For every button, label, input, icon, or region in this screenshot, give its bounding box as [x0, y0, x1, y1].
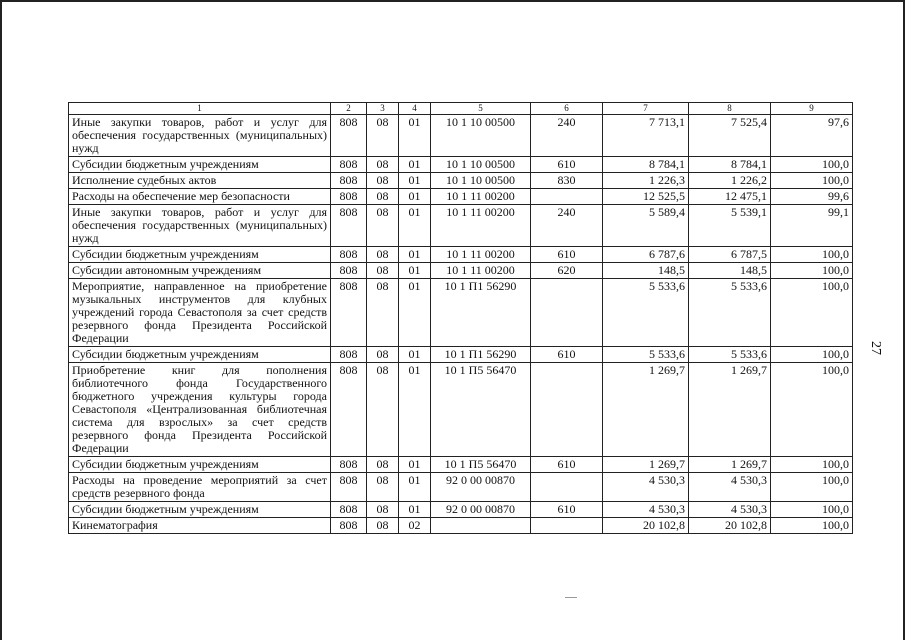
cell-subsection: 01	[399, 347, 431, 363]
cell-section: 08	[367, 457, 399, 473]
cell-expense-type: 240	[531, 205, 603, 247]
cell-expense-type: 830	[531, 173, 603, 189]
cell-expense-type	[531, 473, 603, 502]
cell-executed: 5 533,6	[689, 347, 771, 363]
cell-subsection: 01	[399, 189, 431, 205]
table-row	[69, 279, 853, 347]
cell-executed: 1 269,7	[689, 363, 771, 457]
cell-planned: 1 226,3	[603, 173, 689, 189]
cell-planned: 5 533,6	[603, 279, 689, 347]
cell-target-item: 10 1 10 00500	[431, 115, 531, 157]
cell-subsection: 01	[399, 263, 431, 279]
cell-target-item: 10 1 11 00200	[431, 247, 531, 263]
cell-expense-type	[531, 363, 603, 457]
cell-section: 08	[367, 173, 399, 189]
cell-target-item: 10 1 П5 56470	[431, 457, 531, 473]
cell-ministry-code: 808	[331, 279, 367, 347]
cell-section: 08	[367, 473, 399, 502]
cell-target-item	[431, 518, 531, 534]
cell-percent: 97,6	[771, 115, 853, 157]
cell-subsection: 01	[399, 205, 431, 247]
cell-executed: 20 102,8	[689, 518, 771, 534]
page-border-top	[0, 0, 905, 2]
cell-subsection: 01	[399, 473, 431, 502]
row-name: Субсидии бюджетным учреждениям	[69, 347, 331, 363]
table-row	[69, 115, 853, 157]
cell-subsection: 01	[399, 363, 431, 457]
cell-subsection: 01	[399, 247, 431, 263]
cell-target-item: 10 1 П1 56290	[431, 279, 531, 347]
page-number: 27	[868, 341, 883, 355]
header-cell: 9	[771, 103, 853, 115]
header-cell: 2	[331, 103, 367, 115]
cell-planned: 4 530,3	[603, 502, 689, 518]
cell-executed: 1 226,2	[689, 173, 771, 189]
cell-section: 08	[367, 115, 399, 157]
cell-percent: 100,0	[771, 247, 853, 263]
row-name: Иные закупки товаров, работ и услуг для обеспечения государственных (муниципальных) нужд	[69, 115, 331, 157]
cell-target-item: 10 1 П5 56470	[431, 363, 531, 457]
cell-executed: 7 525,4	[689, 115, 771, 157]
table-row	[69, 473, 853, 502]
table-row	[69, 189, 853, 205]
cell-section: 08	[367, 279, 399, 347]
cell-subsection: 01	[399, 173, 431, 189]
cell-executed: 1 269,7	[689, 457, 771, 473]
cell-planned: 6 787,6	[603, 247, 689, 263]
cell-ministry-code: 808	[331, 205, 367, 247]
cell-expense-type: 610	[531, 347, 603, 363]
cell-subsection: 02	[399, 518, 431, 534]
cell-expense-type: 610	[531, 502, 603, 518]
cell-section: 08	[367, 157, 399, 173]
cell-section: 08	[367, 263, 399, 279]
cell-section: 08	[367, 247, 399, 263]
cell-percent: 100,0	[771, 263, 853, 279]
cell-ministry-code: 808	[331, 363, 367, 457]
cell-expense-type: 620	[531, 263, 603, 279]
row-name: Субсидии бюджетным учреждениям	[69, 247, 331, 263]
cell-expense-type: 610	[531, 157, 603, 173]
scan-mark	[565, 597, 577, 598]
cell-target-item: 10 1 11 00200	[431, 189, 531, 205]
cell-planned: 5 533,6	[603, 347, 689, 363]
cell-ministry-code: 808	[331, 189, 367, 205]
cell-percent: 99,1	[771, 205, 853, 247]
cell-executed: 4 530,3	[689, 502, 771, 518]
cell-executed: 148,5	[689, 263, 771, 279]
header-cell: 7	[603, 103, 689, 115]
row-name: Субсидии автономным учреждениям	[69, 263, 331, 279]
cell-target-item: 10 1 10 00500	[431, 157, 531, 173]
cell-target-item: 92 0 00 00870	[431, 502, 531, 518]
cell-target-item: 10 1 11 00200	[431, 205, 531, 247]
header-cell: 4	[399, 103, 431, 115]
cell-executed: 5 533,6	[689, 279, 771, 347]
header-cell: 5	[431, 103, 531, 115]
cell-expense-type: 610	[531, 247, 603, 263]
table-row	[69, 363, 853, 457]
cell-planned: 12 525,5	[603, 189, 689, 205]
cell-ministry-code: 808	[331, 173, 367, 189]
table-row	[69, 205, 853, 247]
cell-section: 08	[367, 189, 399, 205]
cell-target-item: 92 0 00 00870	[431, 473, 531, 502]
cell-section: 08	[367, 502, 399, 518]
cell-planned: 5 589,4	[603, 205, 689, 247]
cell-expense-type	[531, 279, 603, 347]
cell-ministry-code: 808	[331, 115, 367, 157]
header-cell: 3	[367, 103, 399, 115]
row-name: Расходы на обеспечение мер безопасности	[69, 189, 331, 205]
cell-ministry-code: 808	[331, 457, 367, 473]
cell-target-item: 10 1 11 00200	[431, 263, 531, 279]
table-row	[69, 518, 853, 534]
cell-percent: 100,0	[771, 157, 853, 173]
cell-planned: 1 269,7	[603, 363, 689, 457]
cell-executed: 4 530,3	[689, 473, 771, 502]
cell-ministry-code: 808	[331, 157, 367, 173]
row-name: Приобретение книг для пополнения библиотечного фонда Государственного бюджетного учреждения культуры города Севастополя «Централизованная библиотечная система для взрослых» за счет средств резервного фонда Президента Российской Федерации	[69, 363, 331, 457]
cell-ministry-code: 808	[331, 263, 367, 279]
cell-planned: 1 269,7	[603, 457, 689, 473]
header-cell: 6	[531, 103, 603, 115]
cell-section: 08	[367, 518, 399, 534]
cell-percent: 100,0	[771, 473, 853, 502]
cell-ministry-code: 808	[331, 347, 367, 363]
cell-ministry-code: 808	[331, 518, 367, 534]
cell-percent: 100,0	[771, 502, 853, 518]
row-name: Иные закупки товаров, работ и услуг для обеспечения государственных (муниципальных) нужд	[69, 205, 331, 247]
cell-section: 08	[367, 347, 399, 363]
cell-ministry-code: 808	[331, 502, 367, 518]
cell-percent: 99,6	[771, 189, 853, 205]
cell-executed: 8 784,1	[689, 157, 771, 173]
cell-expense-type: 610	[531, 457, 603, 473]
row-name: Субсидии бюджетным учреждениям	[69, 157, 331, 173]
cell-expense-type	[531, 189, 603, 205]
cell-ministry-code: 808	[331, 473, 367, 502]
cell-percent: 100,0	[771, 363, 853, 457]
cell-percent: 100,0	[771, 279, 853, 347]
table-row	[69, 347, 853, 363]
cell-percent: 100,0	[771, 457, 853, 473]
row-name: Кинематография	[69, 518, 331, 534]
header-cell: 1	[69, 103, 331, 115]
table-row	[69, 247, 853, 263]
cell-target-item: 10 1 П1 56290	[431, 347, 531, 363]
row-name: Субсидии бюджетным учреждениям	[69, 502, 331, 518]
table-row	[69, 263, 853, 279]
cell-subsection: 01	[399, 457, 431, 473]
table-row	[69, 502, 853, 518]
cell-planned: 148,5	[603, 263, 689, 279]
budget-table	[68, 102, 853, 534]
row-name: Субсидии бюджетным учреждениям	[69, 457, 331, 473]
cell-subsection: 01	[399, 157, 431, 173]
table-body	[69, 115, 853, 534]
cell-expense-type	[531, 518, 603, 534]
header-cell: 8	[689, 103, 771, 115]
cell-executed: 6 787,5	[689, 247, 771, 263]
row-name: Исполнение судебных актов	[69, 173, 331, 189]
cell-section: 08	[367, 363, 399, 457]
cell-subsection: 01	[399, 279, 431, 347]
cell-subsection: 01	[399, 502, 431, 518]
table-row	[69, 157, 853, 173]
cell-ministry-code: 808	[331, 247, 367, 263]
table-row	[69, 457, 853, 473]
page-border-left	[0, 0, 2, 640]
cell-percent: 100,0	[771, 347, 853, 363]
cell-subsection: 01	[399, 115, 431, 157]
table-header-row	[69, 103, 853, 115]
cell-section: 08	[367, 205, 399, 247]
cell-planned: 8 784,1	[603, 157, 689, 173]
cell-percent: 100,0	[771, 173, 853, 189]
cell-planned: 4 530,3	[603, 473, 689, 502]
table-row	[69, 173, 853, 189]
cell-planned: 7 713,1	[603, 115, 689, 157]
cell-executed: 12 475,1	[689, 189, 771, 205]
cell-percent: 100,0	[771, 518, 853, 534]
row-name: Расходы на проведение мероприятий за счет средств резервного фонда	[69, 473, 331, 502]
row-name: Мероприятие, направленное на приобретение музыкальных инструментов для клубных учреждений города Севастополя за счет средств резервного фонда Президента Российской Федерации	[69, 279, 331, 347]
cell-target-item: 10 1 10 00500	[431, 173, 531, 189]
cell-expense-type: 240	[531, 115, 603, 157]
cell-planned: 20 102,8	[603, 518, 689, 534]
cell-executed: 5 539,1	[689, 205, 771, 247]
